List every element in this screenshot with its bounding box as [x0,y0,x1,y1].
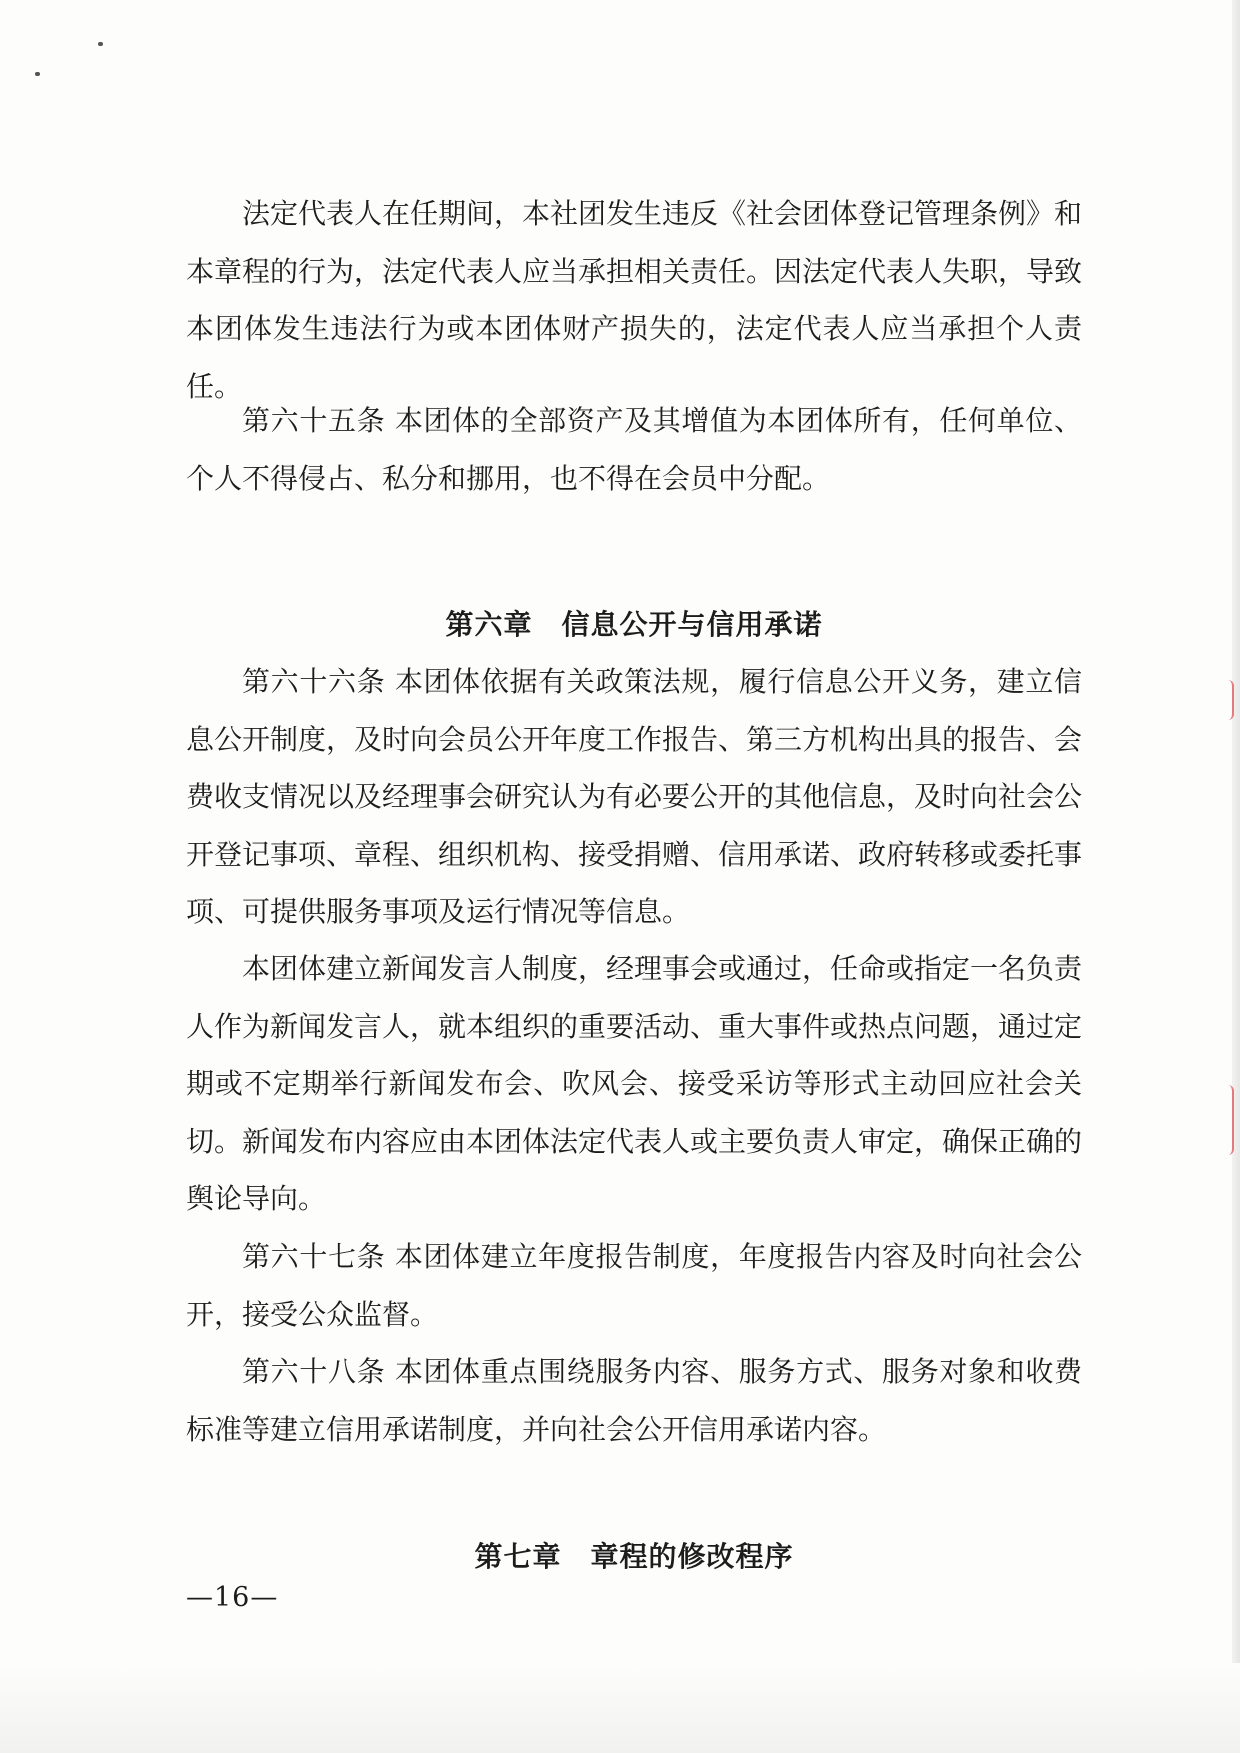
seal-edge-mark [1222,1085,1234,1155]
scan-speck [98,42,103,46]
seal-edge-mark [1222,680,1234,720]
scan-edge [1232,0,1240,1753]
paragraph-legal-representative: 法定代表人在任期间，本社团发生违反《社会团体登记管理条例》和本章程的行为，法定代表人应当承担相关责任。因法定代表人失职，导致本团体发生违法行为或本团体财产损失的，法定代表人应当承担个人责任。 [186,197,1083,403]
scan-shadow [0,1663,1240,1753]
paragraph-article-68: 第六十八条 本团体重点围绕服务内容、服务方式、服务对象和收费标准等建立信用承诺制度，并向社会公开信用承诺内容。 [186,1355,1082,1446]
paragraph-article-66: 第六十六条 本团体依据有关政策法规，履行信息公开义务，建立信息公开制度，及时向会员公开年度工作报告、第三方机构出具的报告、会费收支情况以及经理事会研究认为有必要公开的其他信息，及时向社会公开登记事项、章程、组织机构、接受捐赠、信用承诺、政府转移或委托事项、可提供服务事项及运行情况等信息。 [186,665,1083,928]
paragraph-press-spokesperson: 本团体建立新闻发言人制度，经理事会或通过，任命或指定一名负责人作为新闻发言人，就本组织的重要活动、重大事件或热点问题，通过定期或不定期举行新闻发布会、吹风会、接受采访等形式主动回应社会关切。新闻发布内容应由本团体法定代表人或主要负责人审定，确保正确的舆论导向。 [186,952,1083,1215]
paragraph-article-67: 第六十七条 本团体建立年度报告制度，年度报告内容及时向社会公开，接受公众监督。 [186,1240,1082,1331]
scan-speck [35,72,40,76]
page-number: —16— [186,1582,279,1613]
chapter-6-heading: 第六章 信息公开与信用承诺 [445,608,823,641]
chapter-7-heading: 第七章 章程的修改程序 [474,1540,794,1573]
paragraph-article-65: 第六十五条 本团体的全部资产及其增值为本团体所有，任何单位、个人不得侵占、私分和挪用，也不得在会员中分配。 [186,404,1082,495]
